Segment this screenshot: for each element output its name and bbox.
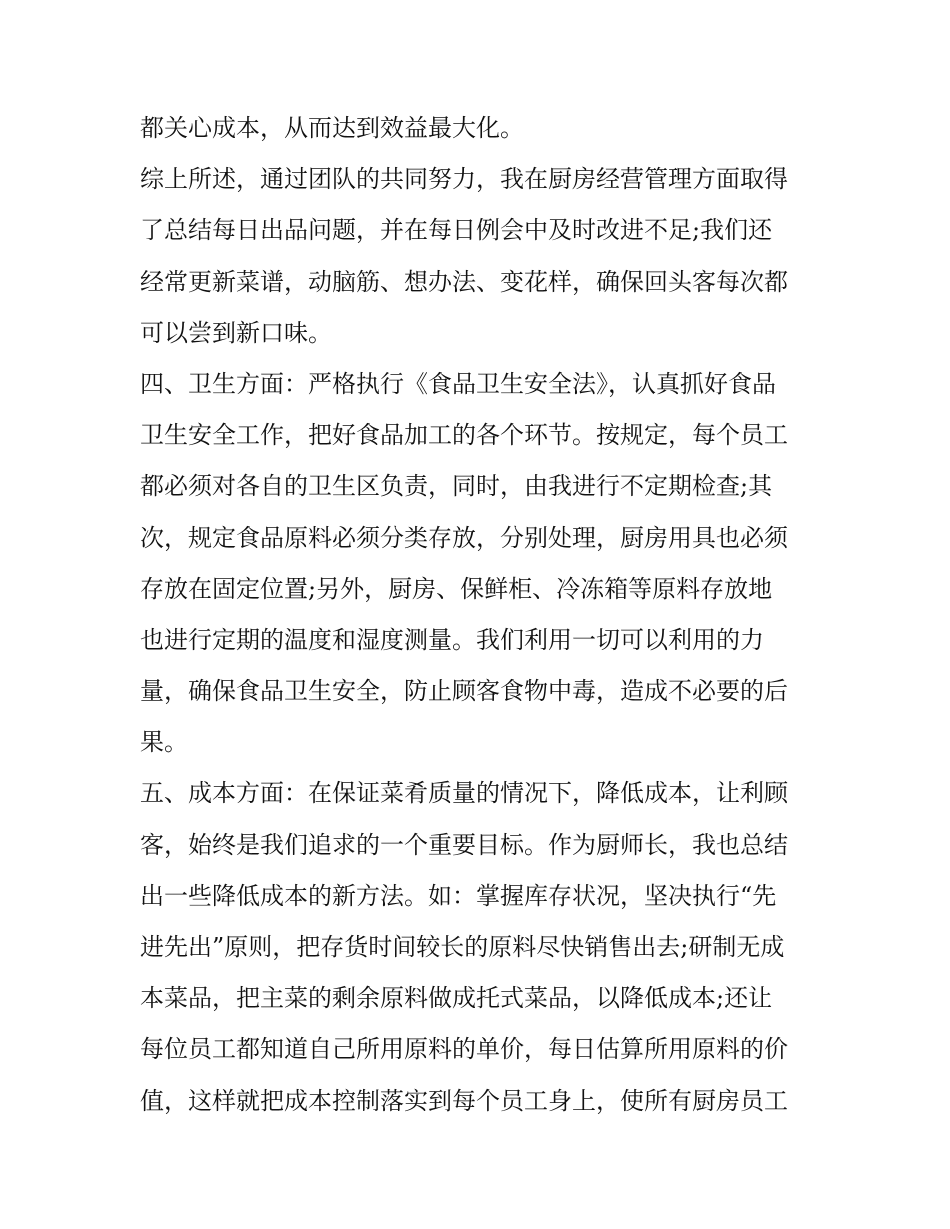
text-line: 客，始终是我们追求的一个重要目标。作为厨师长，我也总结 (140, 830, 788, 859)
text-line: 卫生安全工作，把好食品加工的各个环节。按规定，每个员工 (140, 421, 788, 450)
text-line: 进先出”原则，把存货时间较长的原料尽快销售出去;研制无成 (140, 933, 785, 961)
text-line: 了总结每日出品问题，并在每日例会中及时改进不足;我们还 (140, 216, 773, 245)
text-line: 果。 (140, 728, 188, 757)
text-line: 都必须对各自的卫生区负责，同时，由我进行不定期检查;其 (140, 472, 773, 501)
text-line: 每位员工都知道自己所用原料的单价，每日估算所用原料的价 (140, 1035, 788, 1064)
text-line: 存放在固定位置;另外，厨房、保鲜柜、冷冻箱等原料存放地 (140, 574, 773, 603)
text-line: 次，规定食品原料必须分类存放，分别处理，厨房用具也必须 (140, 523, 788, 552)
text-line: 值，这样就把成本控制落实到每个员工身上，使所有厨房员工 (140, 1086, 788, 1115)
text-line: 五、成本方面：在保证菜肴质量的情况下，降低成本，让利顾 (140, 779, 788, 808)
text-line: 可以尝到新口味。 (140, 318, 332, 347)
text-line: 本菜品，把主菜的剩余原料做成托式菜品，以降低成本;还让 (140, 984, 773, 1013)
text-line: 也进行定期的温度和湿度测量。我们利用一切可以利用的力 (140, 625, 764, 654)
text-line: 量，确保食品卫生安全，防止顾客食物中毒，造成不必要的后 (140, 677, 788, 706)
text-line: 四、卫生方面：严格执行《食品卫生安全法》，认真抓好食品 (140, 369, 776, 398)
text-line: 出一些降低成本的新方法。如：掌握库存状况，坚决执行“先 (140, 881, 777, 910)
text-line: 经常更新菜谱，动脑筋、想办法、变花样，确保回头客每次都 (140, 267, 788, 296)
text-line: 都关心成本，从而达到效益最大化。 (140, 114, 524, 142)
text-line: 综上所述，通过团队的共同努力，我在厨房经营管理方面取得 (140, 165, 788, 194)
document-body (140, 103, 820, 1127)
